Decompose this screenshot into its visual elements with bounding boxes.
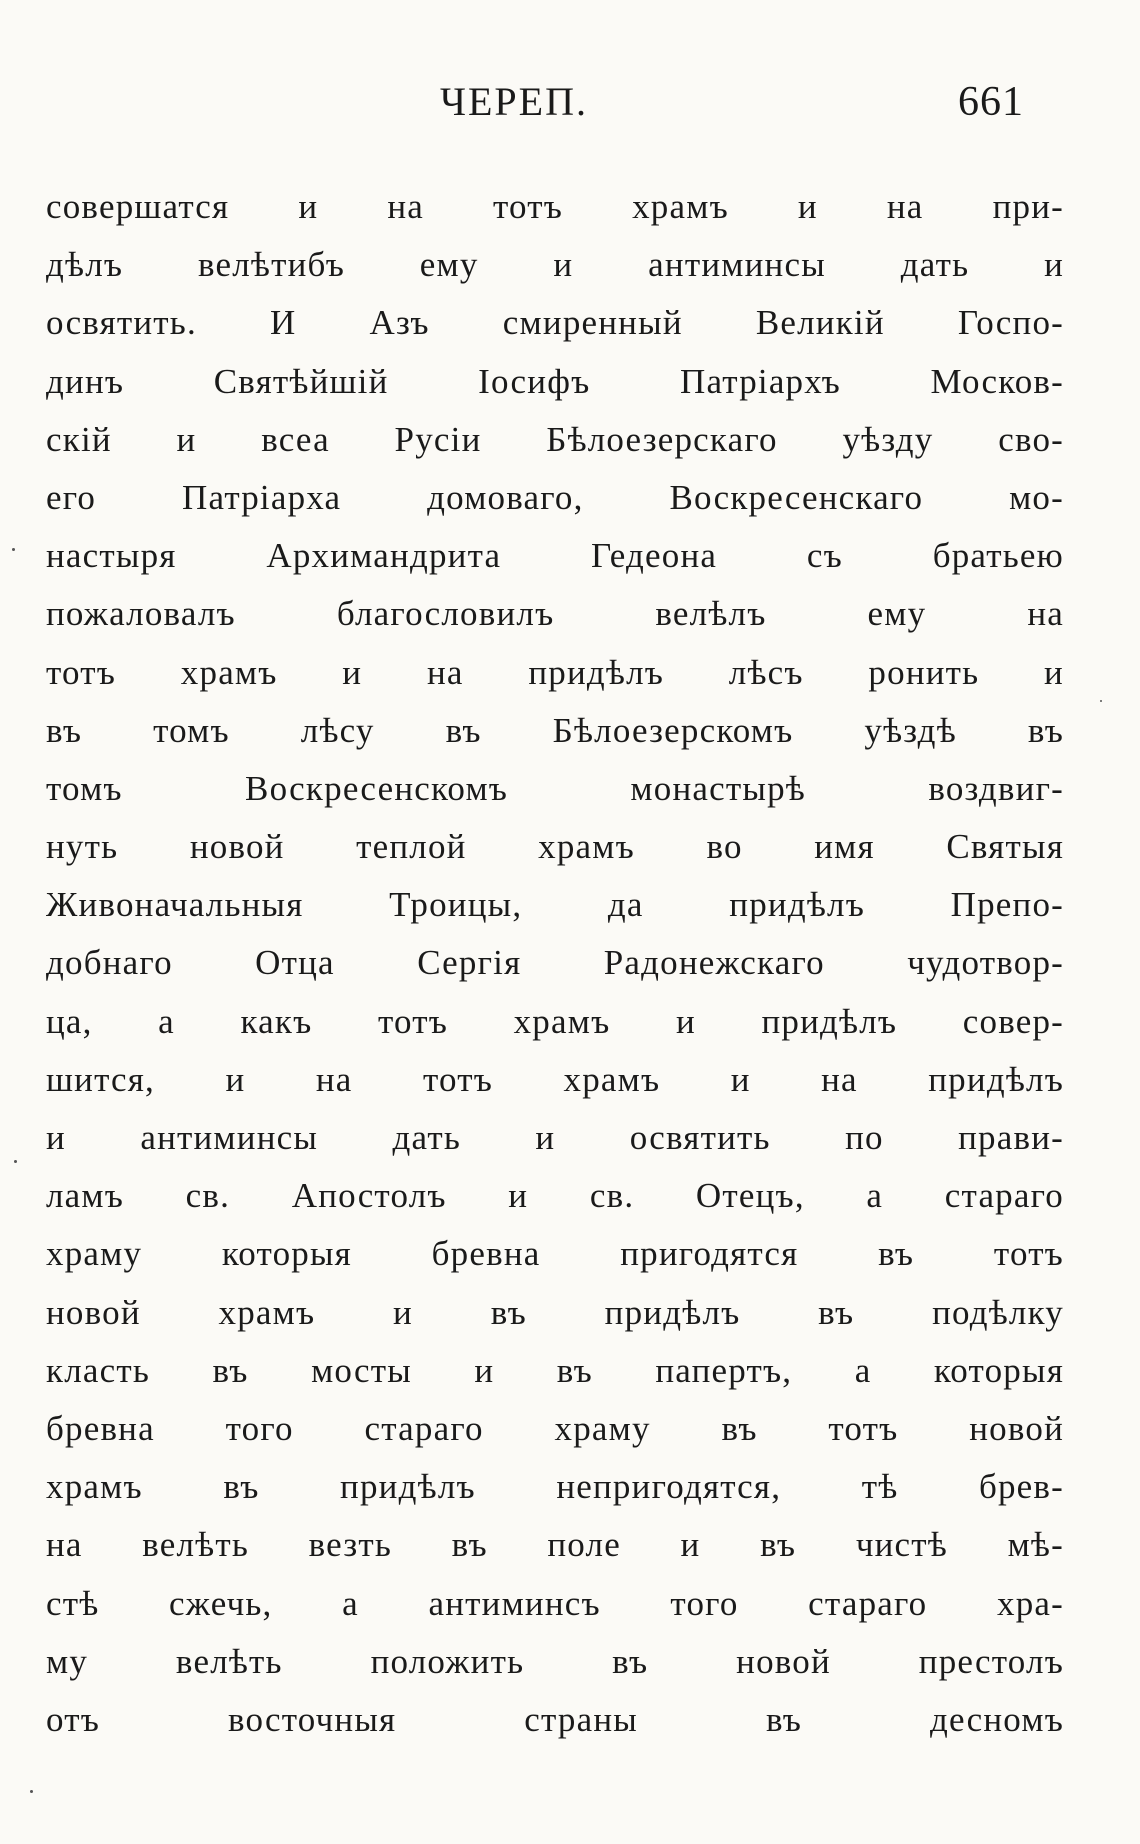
text-line: и антиминсы дать и освятить по прави- — [46, 1118, 1064, 1157]
print-speck — [1100, 700, 1102, 702]
print-speck — [14, 1160, 17, 1163]
running-head — [0, 78, 1140, 138]
print-speck — [30, 1790, 33, 1793]
text-line: тотъ храмъ и на придѣлъ лѣсъ ронить и — [46, 652, 1064, 692]
text-line: пожаловалъ благословилъ велѣлъ ему на — [46, 594, 1064, 634]
text-line: бревна того стараго храму въ тотъ новой — [46, 1408, 1064, 1448]
text-line: стѣ сжечь, а антиминсъ того стараго хра- — [46, 1583, 1064, 1623]
text-line: ламъ св. Апостолъ и св. Отецъ, а стараго — [46, 1176, 1064, 1216]
text-line: храмъ въ придѣлъ непригодятся, тѣ брев- — [46, 1467, 1064, 1507]
text-line: новой храмъ и въ придѣлъ въ подѣлку — [46, 1292, 1064, 1332]
text-line: освятить. И Азъ смиренный Великій Госпо- — [46, 303, 1064, 343]
text-line: храму которыя бревна пригодятся въ тотъ — [46, 1234, 1064, 1274]
text-line: томъ Воскресенскомъ монастырѣ воздвиг- — [46, 768, 1064, 808]
text-line: въ томъ лѣсу въ Бѣлоезерскомъ уѣздѣ въ — [46, 710, 1064, 750]
text-line: его Патріарха домоваго, Воскресенскаго мо- — [46, 477, 1064, 517]
text-line: динъ Святѣйшій Іосифъ Патріархъ Москов- — [46, 361, 1064, 401]
text-line: отъ восточныя страны въ десномъ — [46, 1699, 1064, 1739]
text-line: класть въ мосты и въ папертъ, а которыя — [46, 1350, 1064, 1390]
text-line: дѣлъ велѣтибъ ему и антиминсы дать и — [46, 245, 1064, 285]
body-text — [46, 178, 1064, 1749]
text-line: нуть новой теплой храмъ во имя Святыя — [46, 827, 1064, 867]
text-line: Живоначальныя Троицы, да придѣлъ Препо- — [46, 885, 1064, 925]
text-line: ца, а какъ тотъ храмъ и придѣлъ совер- — [46, 1001, 1064, 1041]
text-line: на велѣть везть въ поле и въ чистѣ мѣ- — [46, 1525, 1064, 1565]
text-line: шится, и на тотъ храмъ и на придѣлъ — [46, 1059, 1064, 1099]
text-line: скій и всеа Русіи Бѣлоезерскаго уѣзду сво- — [46, 419, 1064, 459]
print-speck — [12, 548, 15, 551]
text-line: добнаго Отца Сергія Радонежскаго чудотвор- — [46, 943, 1064, 983]
text-line: настыря Архимандрита Гедеона съ братьею — [46, 536, 1064, 576]
page-number: 661 — [958, 79, 1024, 125]
text-line: совершатся и на тотъ храмъ и на при- — [46, 187, 1064, 226]
running-title: ЧЕРЕП. — [440, 79, 588, 124]
text-line: му велѣть положить въ новой престолъ — [46, 1641, 1064, 1681]
